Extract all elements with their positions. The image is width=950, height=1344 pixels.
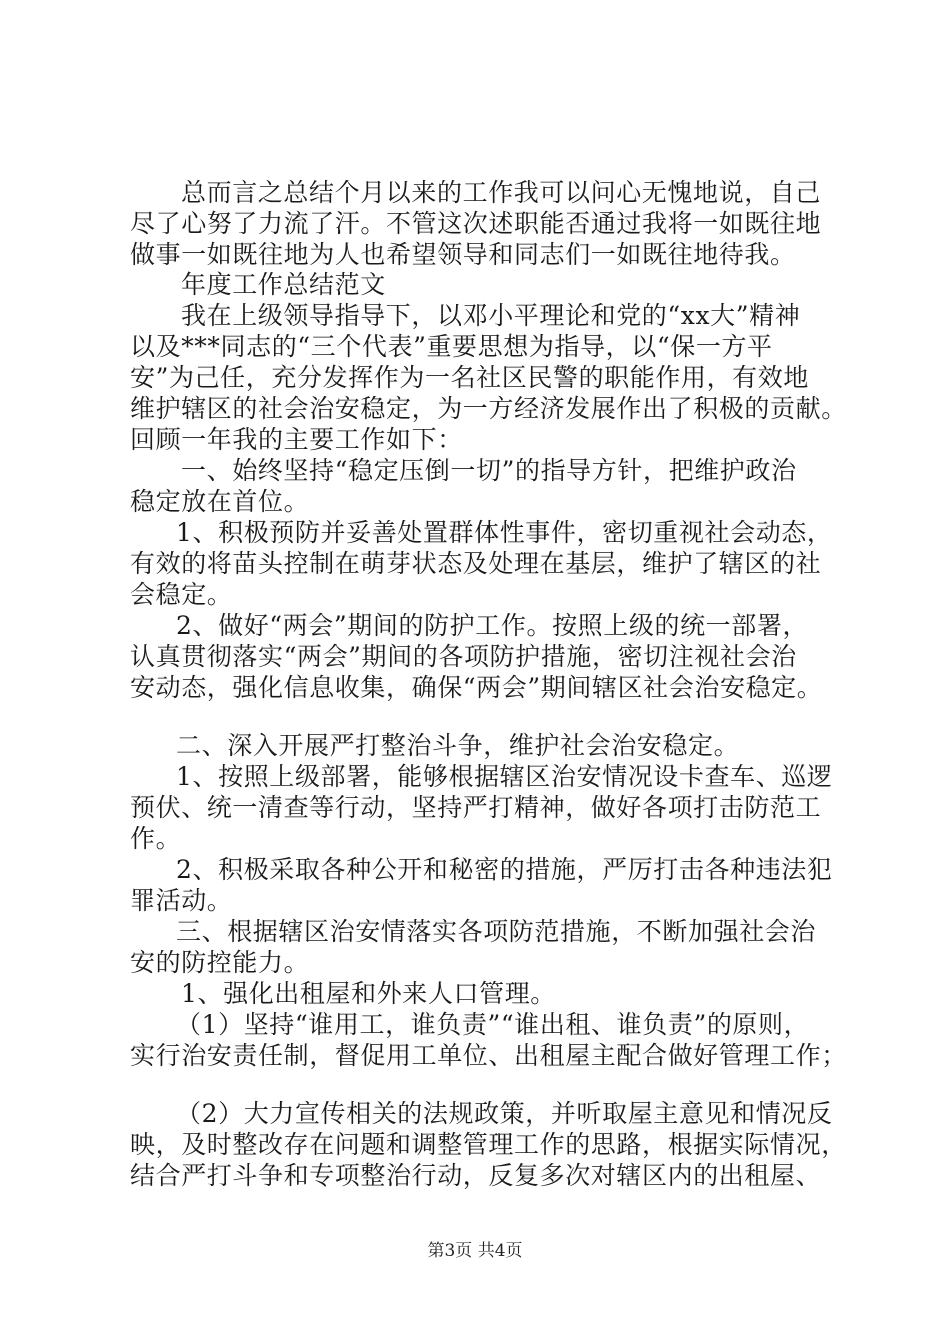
text-line: 有效的将苗头控制在萌芽状态及处理在基层，维护了辖区的社 [130, 549, 822, 578]
text-line: 安的防控能力。 [130, 948, 310, 977]
text-line: 总而言之总结个月以来的工作我可以问心无愧地说，自己 [181, 178, 822, 207]
text-line: 尽了心努了力流了汗。不管这次述职能否通过我将一如既往地 [130, 209, 822, 238]
text-line: 2、积极采取各种公开和秘密的措施，严厉打击各种违法犯 [176, 855, 833, 884]
text-line: 罪活动。 [130, 886, 233, 915]
text-line: 会稳定。 [130, 580, 233, 609]
section-title: 年度工作总结范文 [181, 270, 386, 299]
page-number-footer: 第3页 共4页 [427, 1241, 523, 1261]
text-line: 1、积极预防并妥善处置群体性事件，密切重视社会动态， [176, 518, 833, 547]
section-heading: 二、深入开展严打整治斗争，维护社会治安稳定。 [176, 731, 740, 760]
text-line: 安动态，强化信息收集，确保“两会”期间辖区社会治安稳定。 [130, 673, 823, 702]
text-line: 预伏、统一清查等行动，坚持严打精神，做好各项打击防范工 [130, 793, 822, 822]
text-line: 1、强化出租屋和外来人口管理。 [181, 979, 556, 1008]
section-heading: 三、根据辖区治安情落实各项防范措施，不断加强社会治 [176, 917, 817, 946]
text-line: （2）大力宣传相关的法规政策，并听取屋主意见和情况反 [176, 1099, 833, 1128]
text-line: 实行治安责任制，督促用工单位、出租屋主配合做好管理工作； [130, 1041, 847, 1070]
text-line: 认真贯彻落实“两会”期间的各项防护措施，密切注视社会治 [130, 642, 797, 671]
section-heading: 一、始终坚持“稳定压倒一切”的指导方针，把维护政治 [181, 456, 797, 485]
text-line: 回顾一年我的主要工作如下： [130, 425, 463, 454]
text-line: 作。 [130, 824, 182, 853]
text-line: 做事一如既往地为人也希望领导和同志们一如既往地待我。 [130, 240, 796, 269]
text-line: 结合严打斗争和专项整治行动，反复多次对辖区内的出租屋、 [130, 1161, 822, 1190]
text-line: 以及***同志的“三个代表”重要思想为指导，以“保一方平 [130, 332, 773, 361]
text-line: 维护辖区的社会治安稳定，为一方经济发展作出了积极的贡献。 [130, 394, 847, 423]
text-line: 稳定放在首位。 [130, 487, 310, 516]
text-line: 1、按照上级部署，能够根据辖区治安情况设卡查车、巡逻 [176, 762, 833, 791]
text-line: 映，及时整改存在问题和调整管理工作的思路，根据实际情况， [130, 1130, 847, 1159]
text-line: 我在上级领导指导下，以邓小平理论和党的“xx大”精神 [181, 301, 801, 330]
text-line: （1）坚持“谁用工，谁负责”“谁出租、谁负责”的原则， [176, 1010, 810, 1039]
text-line: 2、做好“两会”期间的防护工作。按照上级的统一部署， [176, 611, 809, 640]
text-line: 安”为己任，充分发挥作为一名社区民警的职能作用，有效地 [130, 363, 809, 392]
